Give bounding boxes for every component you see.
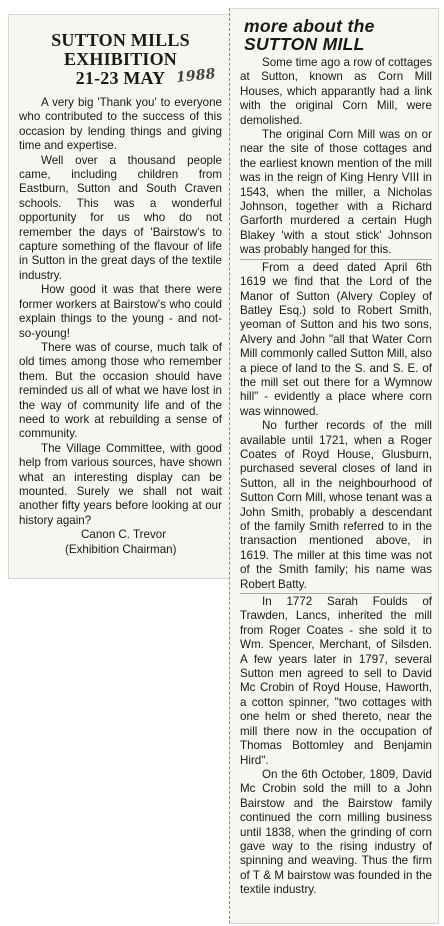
left-article-body [19, 96, 222, 557]
right-title-line-1: more about the [244, 16, 375, 36]
clipping-divider [240, 593, 432, 594]
title-line-1: SUTTON MILLS [51, 30, 190, 50]
left-paragraph-4: There was of course, much talk of old times among those who remember them. But the occasion should have reminded us all of what we have lost in the way of community life and of the need to work at rebuilding a sense of community. [19, 340, 222, 441]
right-article-body [240, 56, 432, 898]
right-paragraph-2: The original Corn Mill was on or near the site of those cottages and the earliest known mention of the mill was in the reign of King Henry VIII in 1543, when the miller, a Nicholas Johnson, together with a Richard Garforth murdered a certain Hugh Blakey 'with a stout stick' Johnson was probably hanged for this. [240, 128, 432, 257]
title-line-3: 21-23 MAY [75, 68, 166, 88]
signature-name: Canon C. Trevor [81, 528, 167, 542]
left-paragraph-5: The Village Committee, with good help from various sources, have shown what an interesting display can be mounted. Surely we shall not wait another fifty years before looking at our history again? [19, 441, 222, 527]
left-paragraph-1: A very big 'Thank you' to everyone who contributed to the success of this occasion by lending things and giving time and expertise. [19, 96, 222, 153]
right-article-clipping [229, 8, 439, 924]
title-date-row [19, 65, 222, 88]
right-paragraph-5: In 1772 Sarah Foulds of Trawden, Lancs, inherited the mill from Roger Coates - she sold it to Wm. Spencer, Merchant, of Silsden. A few years later in 1797, several Sutton men agreed to sell to David Mc Crobin of Royd House, Haworth, a cotton spinner, "two cottages with one helm or shed thereto, near the mill there now in the occupation of Thomas Bottomley and Benjamin Hird". [240, 595, 432, 767]
left-paragraph-2: Well over a thousand people came, including children from Eastburn, Sutton and South Craven schools. This was a wonderful opportunity for us who do not remember the days of 'Bairstow's to capture something of the flavour of life in Sutton in the great days of the textile industry. [19, 153, 222, 282]
right-paragraph-3: From a deed dated April 6th 1619 we find that the Lord of the Manor of Sutton (Alvery Copley of Batley Esq.) sold to Robert Smith, yeoman of Sutton and his two sons, Alvery and John "all that Water Corn Mill commonly called Sutton Mill, also a piece of land to the S. and S. E. of the mill set out there for a Wymnow hill" - evidently a place where corn was winnowed. [240, 260, 433, 418]
clipping-divider [240, 259, 432, 260]
left-article-clipping [8, 14, 233, 579]
left-paragraph-3: How good it was that there were former workers at Bairstow's who could explain things to the young - and not-so-young! [19, 283, 222, 340]
signature-role: (Exhibition Chairman) [65, 542, 177, 556]
right-paragraph-6: On the 6th October, 1809, David Mc Crobin sold the mill to a John Bairstow and the Bairstow family continued the corn milling business until 1838, when the grinding of corn gave way to the rising industry of spinning and weaving. Thus the firm of T & M bairstow was founded in the textile industry. [240, 767, 432, 897]
right-paragraph-1: Some time ago a row of cottages at Sutton, known as Corn Mill Houses, which apparantly had a link with the original Corn Mill, were demolished. [240, 56, 432, 127]
handwritten-year: 1988 [175, 65, 217, 87]
right-article-title [244, 17, 432, 53]
right-title-line-2: SUTTON MILL [244, 34, 365, 54]
right-paragraph-4: No further records of the mill available until 1721, when a Roger Coates of Royd House, Glusburn, purchased several closes of land in Sutton, all in the neighbourhood of Sutton Corn Mill, whose tenant was a John Smith, probably a descendant of the family Smith referred to in the transaction mentioned above, in 1619. The miller at this time was not of the Smith family; his name was Robert Batty. [240, 419, 432, 591]
title-line-2: EXHIBITION [63, 49, 178, 69]
left-article-title [19, 31, 222, 88]
signature-block [19, 528, 222, 557]
